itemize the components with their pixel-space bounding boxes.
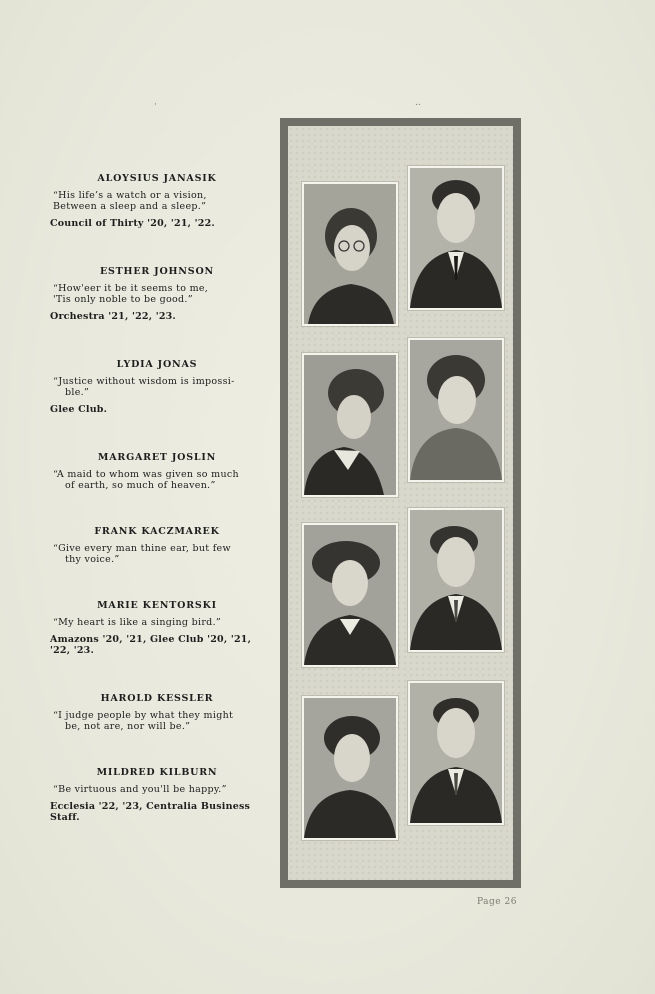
- activities-line: Staff.: [50, 812, 80, 823]
- quote-line: “Be virtuous and you'll be happy.”: [53, 784, 227, 795]
- portrait-photo: [302, 353, 398, 497]
- portrait-photo: [408, 166, 504, 310]
- student-quote: [50, 543, 264, 565]
- portrait-photo: [408, 508, 504, 652]
- student-name: ESTHER JOHNSON: [99, 266, 215, 277]
- student-name: MILDRED KILBURN: [96, 767, 218, 778]
- student-activities: [50, 218, 264, 229]
- student-name: FRANK KACZMAREK: [94, 526, 220, 537]
- quote-line: “I judge people by what they might: [53, 710, 234, 721]
- activities-line: Amazons '20, '21, Glee Club '20, '21,: [50, 634, 252, 645]
- senior-entry: [50, 173, 264, 229]
- senior-entry: [50, 600, 264, 656]
- portrait-photo: [408, 338, 504, 482]
- senior-entry: [50, 359, 264, 415]
- portrait-image: [410, 510, 502, 650]
- portrait-image: [410, 340, 502, 480]
- student-activities: [50, 634, 264, 656]
- senior-entry: [50, 526, 264, 565]
- portrait-photo: [302, 182, 398, 326]
- activities-line: Orchestra '21, '22, '23.: [50, 311, 176, 322]
- student-quote: [50, 710, 264, 732]
- photo-panel: [280, 118, 521, 888]
- student-activities: [50, 311, 264, 322]
- student-name: LYDIA JONAS: [116, 359, 198, 370]
- student-name: HAROLD KESSLER: [100, 693, 214, 704]
- quote-line: “How'eer it be it seems to me,: [53, 283, 209, 294]
- page-number: Page 26: [477, 897, 517, 907]
- senior-entry: [50, 767, 264, 823]
- student-name: ALOYSIUS JANASIK: [97, 173, 217, 184]
- quote-line: be, not are, nor will be.”: [65, 721, 191, 732]
- print-speck: ..: [415, 98, 421, 108]
- student-quote: [50, 376, 264, 398]
- senior-entry: [50, 693, 264, 732]
- activities-line: '22, '23.: [50, 645, 94, 656]
- print-speck: ·: [154, 100, 157, 110]
- quote-line: “Give every man thine ear, but few: [53, 543, 231, 554]
- activities-line: Glee Club.: [50, 404, 108, 415]
- quote-line: “Justice without wisdom is impossi-: [53, 376, 235, 387]
- student-activities: [50, 801, 264, 823]
- quote-line: “His life’s a watch or a vision,: [53, 190, 207, 201]
- senior-entry: [50, 266, 264, 322]
- quote-line: “My heart is like a singing bird.”: [53, 617, 222, 628]
- student-quote: [50, 617, 264, 628]
- portrait-image: [304, 355, 396, 495]
- quote-line: of earth, so much of heaven.”: [65, 480, 216, 491]
- quote-line: ble.”: [65, 387, 90, 398]
- senior-entry: [50, 452, 264, 491]
- student-activities: [50, 404, 264, 415]
- portrait-photo: [408, 681, 504, 825]
- student-name: MARGARET JOSLIN: [97, 452, 217, 463]
- quote-line: thy voice.”: [65, 554, 120, 565]
- student-quote: [50, 784, 264, 795]
- portrait-photo: [302, 523, 398, 667]
- portrait-image: [304, 184, 396, 324]
- portrait-image: [304, 698, 396, 838]
- portrait-image: [410, 683, 502, 823]
- activities-line: Ecclesia '22, '23, Centralia Business: [50, 801, 251, 812]
- quote-line: Between a sleep and a sleep.”: [53, 201, 207, 212]
- portrait-image: [304, 525, 396, 665]
- student-quote: [50, 190, 264, 212]
- portrait-photo: [302, 696, 398, 840]
- student-name: MARIE KENTORSKI: [97, 600, 217, 611]
- portrait-image: [410, 168, 502, 308]
- student-quote: [50, 469, 264, 491]
- quote-line: “A maid to whom was given so much: [53, 469, 239, 480]
- activities-line: Council of Thirty '20, '21, '22.: [50, 218, 215, 229]
- quote-line: 'Tis only noble to be good.”: [53, 294, 193, 305]
- student-quote: [50, 283, 264, 305]
